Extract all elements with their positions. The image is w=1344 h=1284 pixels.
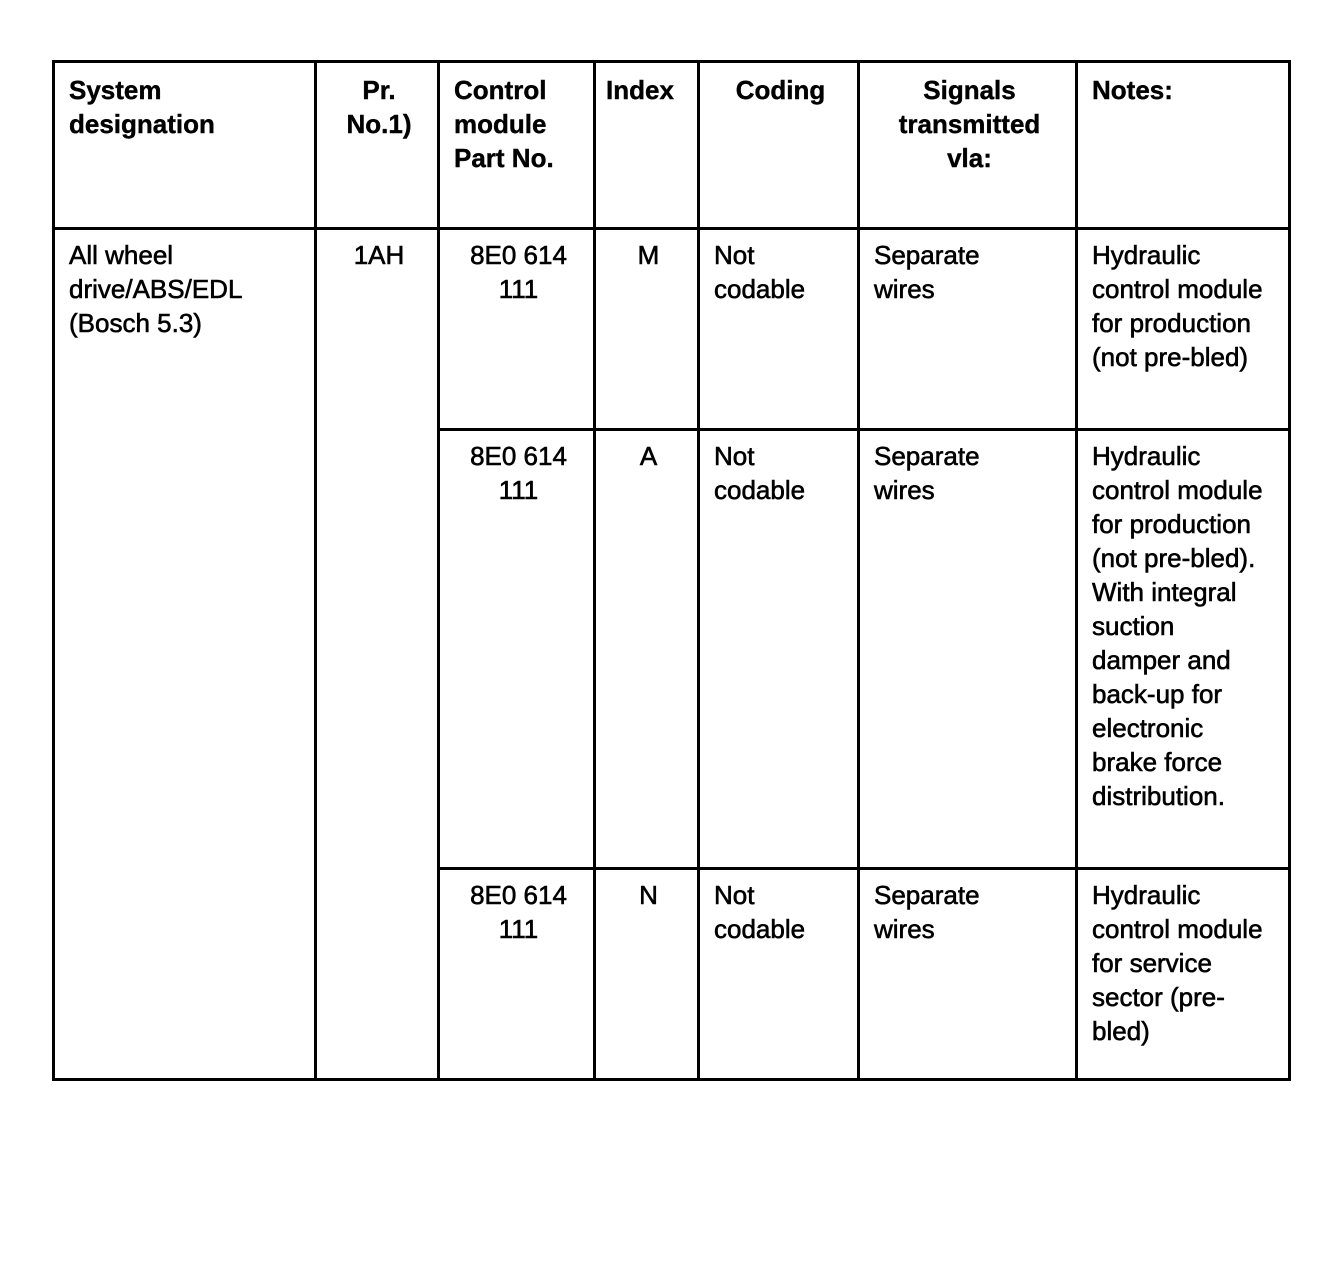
system-designation-cell: All wheel drive/ABS/EDL (Bosch 5.3) xyxy=(54,229,316,1080)
header-pr-no: Pr. No.1) xyxy=(316,62,439,229)
notes-cell: Hydraulic control module for production (not pre-bled). With integral suction damper and back-up for electronic brake force distribution. xyxy=(1077,430,1290,869)
signals-cell: Separate wires xyxy=(859,869,1077,1080)
signals-cell: Separate wires xyxy=(859,430,1077,869)
header-coding: Coding xyxy=(699,62,859,229)
signals-cell: Separate wires xyxy=(859,229,1077,430)
index-cell: N xyxy=(595,869,699,1080)
part-no-cell: 8E0 614 111 xyxy=(439,430,595,869)
header-signals-transmitted-via: Signals transmitted vla: xyxy=(859,62,1077,229)
header-index: Index xyxy=(595,62,699,229)
coding-cell: Not codable xyxy=(699,869,859,1080)
index-cell: M xyxy=(595,229,699,430)
notes-cell: Hydraulic control module for service sector (pre- bled) xyxy=(1077,869,1290,1080)
module-table xyxy=(52,60,1291,1081)
pr-no-cell: 1AH xyxy=(316,229,439,1080)
header-system-designation: System designation xyxy=(54,62,316,229)
part-no-cell: 8E0 614 111 xyxy=(439,869,595,1080)
coding-cell: Not codable xyxy=(699,229,859,430)
header-row xyxy=(54,62,1290,229)
header-control-module-part-no: Control module Part No. xyxy=(439,62,595,229)
notes-cell: Hydraulic control module for production (not pre-bled) xyxy=(1077,229,1290,430)
table-row xyxy=(54,229,1290,430)
part-no-cell: 8E0 614 111 xyxy=(439,229,595,430)
header-notes: Notes: xyxy=(1077,62,1290,229)
coding-cell: Not codable xyxy=(699,430,859,869)
index-cell: A xyxy=(595,430,699,869)
